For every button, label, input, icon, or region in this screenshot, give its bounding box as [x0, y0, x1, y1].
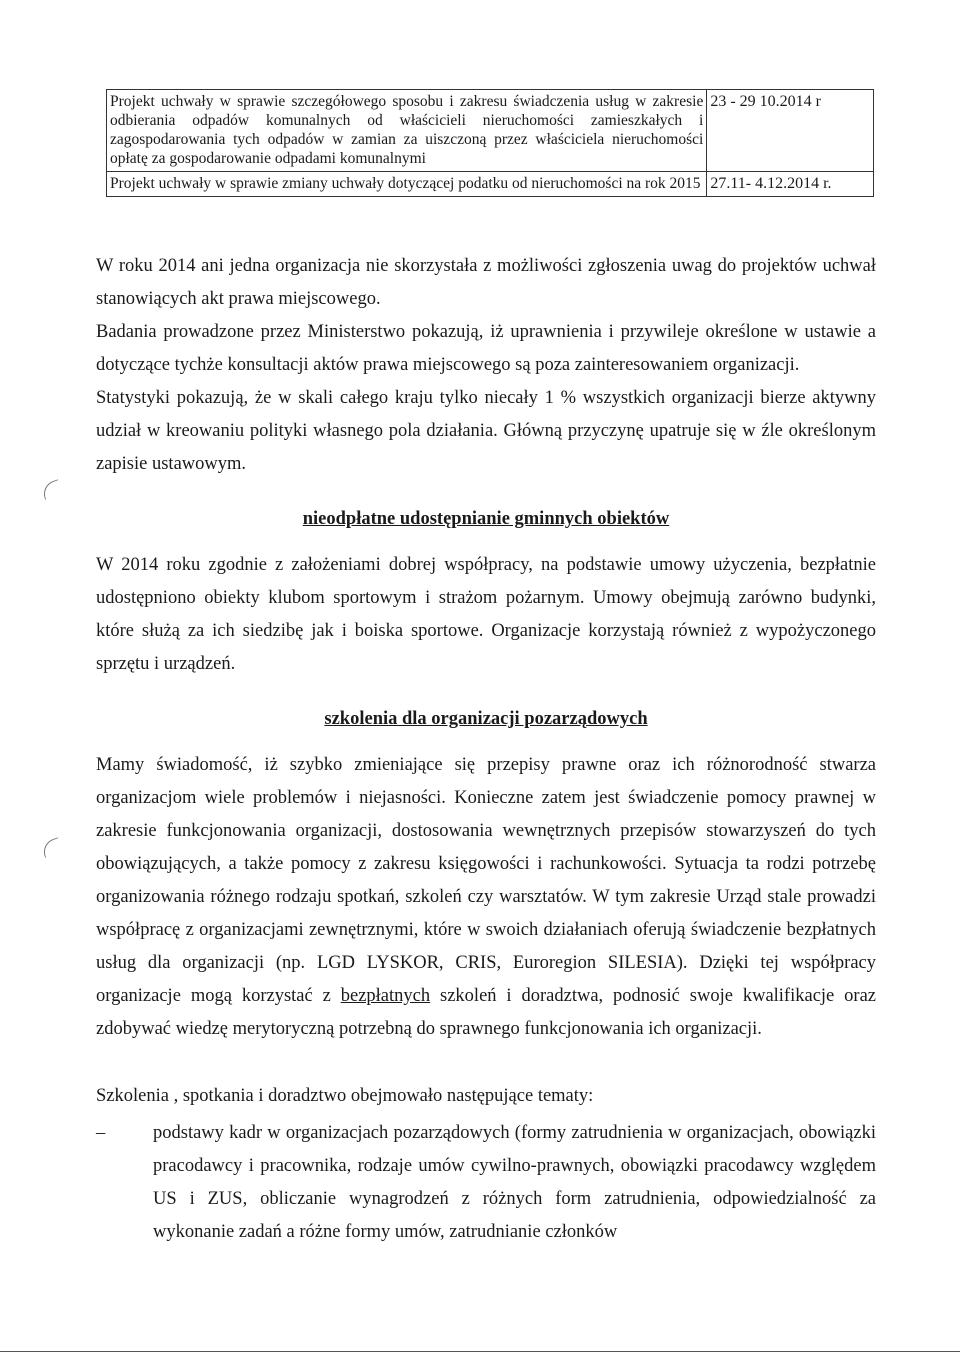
table-cell-date: 27.11- 4.12.2014 r. [707, 172, 874, 197]
paragraph-statistics: Statystyki pokazują, że w skali całego kraju tylko niecały 1 % wszystkich organizacji bierze aktywny udział w kreowaniu polityki własnego pola działania. Główną przyczynę upatruje się w źle określonym zapisie ustawowym. [96, 388, 876, 474]
paragraph-text: szkoleń i doradztwa, podnosić swoje kwalifikacje oraz zdobywać wiedzę merytoryczną potrzebną do sprawnego funkcjonowania ich organizacji. [96, 986, 876, 1039]
list-item [96, 1117, 876, 1249]
section-heading-trainings: szkolenia dla organizacji pozarządowych [324, 709, 648, 729]
topics-list [96, 1117, 876, 1249]
paragraph-text: Mamy świadomość, iż szybko zmieniające się przepisy prawne oraz ich różnorodność stwarza organizacjom wiele problemów i niejasności. Konieczne zatem jest świadczenie pomocy prawnej w zakresie funkcjonowania organizacji, dostosowania wewnętrznych przepisów stowarzyszeń do tych obowiązujących, a także pomocy z zakresu księgowości i rachunkowości. Sytuacja ta rodzi potrzebę organizowania różnego rodzaju spotkań, szkoleń czy warsztatów. W tym zakresie Urząd stale prowadzi współpracę z organizacjami zewnętrznymi, które w swoich działaniach oferują świadczenie bezpłatnych usług dla organizacji (np. LGD LYSKOR, CRIS, Euroregion SILESIA). Dzięki tej współpracy organizacje mogą korzystać z [96, 755, 876, 1006]
table-row [107, 172, 874, 197]
table-cell-description: Projekt uchwały w sprawie zmiany uchwały dotyczącej podatku od nieruchomości na rok 2015 [107, 172, 707, 197]
list-dash: – [96, 1123, 106, 1143]
list-item-text: podstawy kadr w organizacjach pozarządowych (formy zatrudnienia w organizacjach, obowiązki pracodawcy i pracownika, rodzaje umów cywilno-prawnych, obowiązki pracodawcy względem US i ZUS, obliczanie wynagrodzeń z różnych form zatrudnienia, odpowiedzialność za wykonanie zadań a różne formy umów, zatrudnianie członków [153, 1123, 876, 1242]
paragraph-topics-intro: Szkolenia , spotkania i doradztwo obejmowało następujące tematy: [96, 1086, 594, 1106]
scan-mark [40, 479, 63, 500]
paragraph-facilities: W 2014 roku zgodnie z założeniami dobrej współpracy, na podstawie umowy użyczenia, bezpłatnie udostępniono obiekty klubom sportowym i strażom pożarnym. Umowy obejmują zarówno budynki, które służą za ich siedzibę jak i boiska sportowe. Organizacje korzystają również z wypożyczonego sprzętu i urządzeń. [96, 555, 876, 674]
table-cell-date: 23 - 29 10.2014 r [707, 90, 874, 172]
consultation-table [106, 89, 874, 197]
paragraph-ministry-research: Badania prowadzone przez Ministerstwo pokazują, iż uprawnienia i przywileje określone w ustawie a dotyczące tychże konsultacji aktów prawa miejscowego są poza zainteresowaniem organizacji. [96, 322, 876, 375]
section-heading-facilities: nieodpłatne udostępnianie gminnych obiektów [302, 509, 670, 529]
paragraph-trainings [96, 749, 876, 1046]
table-cell-description: Projekt uchwały w sprawie szczegółowego sposobu i zakresu świadczenia usług w zakresie odbierania odpadów komunalnych od właścicieli nieruchomości zamieszkałych i zagospodarowania tych odpadów w zamian za uiszczoną przez właściciela nieruchomości opłatę za gospodarowanie odpadami komunalnymi [107, 90, 707, 172]
page-bottom-edge [0, 1351, 960, 1352]
underlined-word: bezpłatnych [340, 986, 431, 1006]
table-row [107, 90, 874, 172]
paragraph-no-comments: W roku 2014 ani jedna organizacja nie skorzystała z możliwości zgłoszenia uwag do projektów uchwał stanowiących akt prawa miejscowego. [96, 256, 876, 309]
scan-mark [40, 837, 63, 858]
